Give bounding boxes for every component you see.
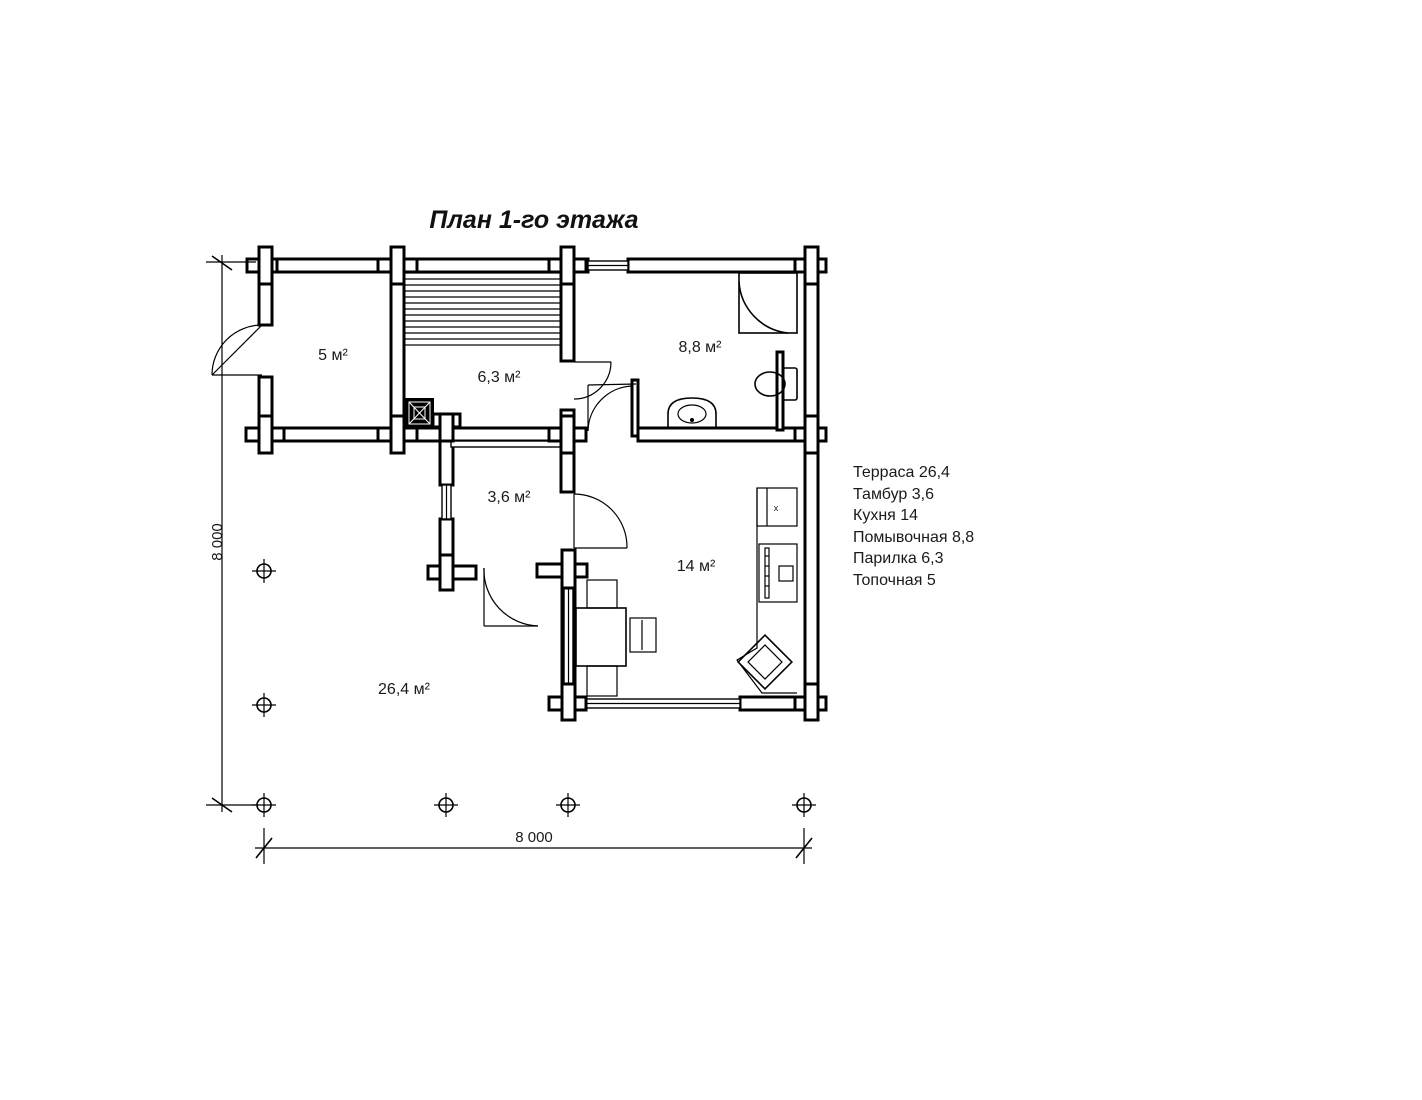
shower-icon <box>739 273 797 333</box>
stove-mark: x <box>773 503 779 513</box>
room-kuhnya-area: 14 м² <box>676 558 716 575</box>
kitchen-counter <box>737 488 797 693</box>
area-legend <box>853 462 974 591</box>
corner-stove-icon <box>738 635 792 689</box>
kitchen-side-window <box>564 580 573 695</box>
height-dimension-label: 8 000 <box>209 523 226 561</box>
room-tambur-area: 3,6 м² <box>487 489 531 506</box>
legend-item: Парилка 6,3 <box>853 550 944 567</box>
plan-title: План 1-го этажа <box>429 206 639 234</box>
legend-item: Терраса 26,4 <box>853 464 950 481</box>
legend-item: Помывочная 8,8 <box>853 528 975 546</box>
sauna-shelves <box>404 273 561 345</box>
legend-item: Кухня 14 <box>853 507 919 524</box>
room-pomyvochnaya-area: 8,8 м² <box>678 339 722 356</box>
legend-item: Топочная 5 <box>853 571 936 589</box>
sink-icon <box>668 398 716 428</box>
top-window <box>588 261 628 270</box>
kitchen-window <box>575 699 740 708</box>
width-dimension-label: 8 000 <box>515 829 553 846</box>
legend-item: Тамбур 3,6 <box>853 485 934 503</box>
room-parilka-area: 6,3 м² <box>477 369 521 386</box>
dining-table <box>576 580 656 696</box>
room-terrasa-area: 26,4 м² <box>378 681 430 698</box>
sauna-stove-icon <box>405 398 434 428</box>
room-topochnaya-area: 5 м² <box>318 347 348 364</box>
terrace-posts <box>252 559 816 817</box>
tambur-window <box>442 485 451 519</box>
